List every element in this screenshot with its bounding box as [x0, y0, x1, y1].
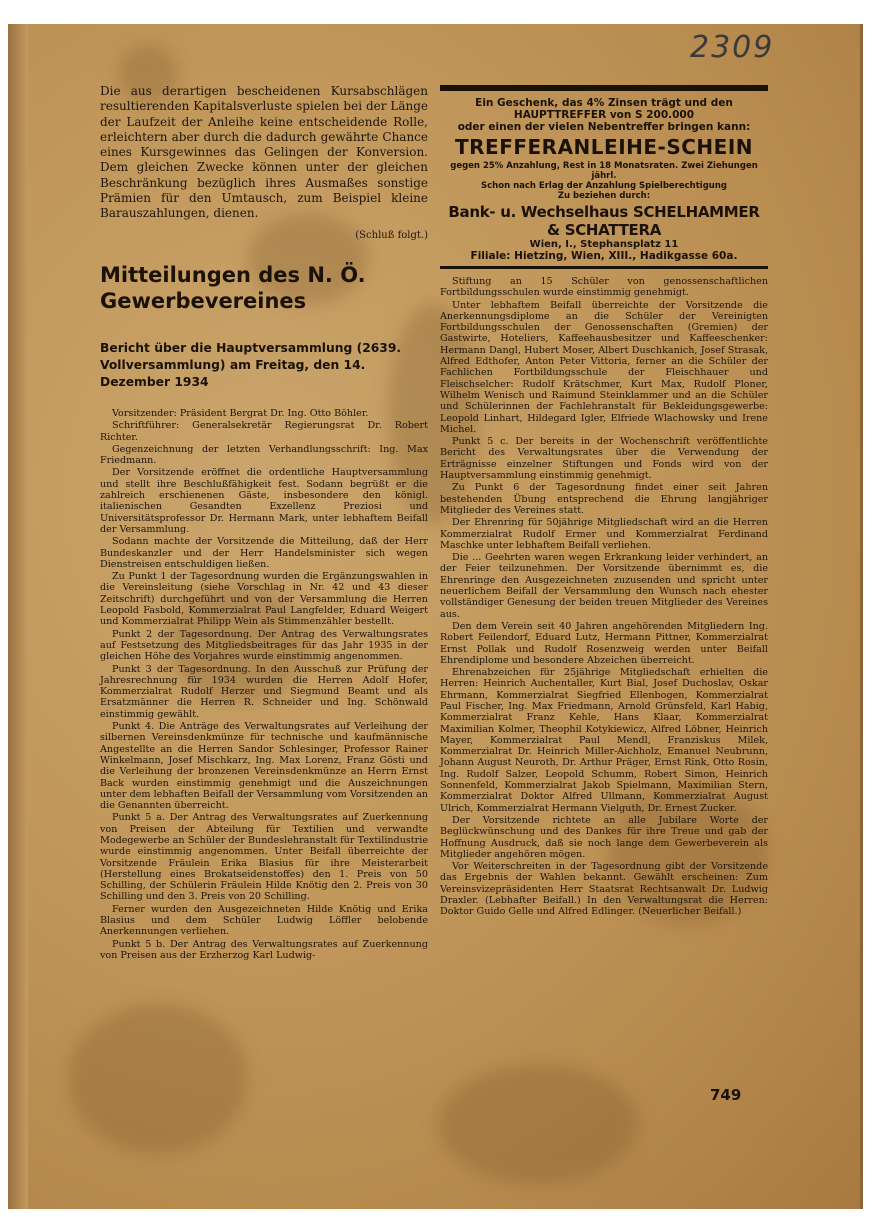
paragraph: Sodann machte der Vorsitzende die Mitteilung, daß der Herr Bundeskanzler und der Herr Handelsminister sich wegen Dienstreisen entschuldigen ließen. — [100, 536, 428, 570]
paragraph: Punkt 2 der Tagesordnung. Der Antrag des Verwaltungsrates auf Festsetzung des Mitgliedsbeitrages für das Jahr 1935 in der gleichen Höhe des Vorjahres wurde einstimmig angenommen. — [100, 628, 428, 663]
paragraph: Zu Punkt 1 der Tagesordnung wurden die Ergänzungswahlen in die Vereinsleitung (siehe Vorschlag in Nr. 42 und 43 dieser Zeitschrift) durchgeführt und von der Versammlung die Herren Leopold Fasbold, Kommerzialrat Paul Langfelder, Eduard Weigert und Kommerzialrat Philipp Wein als Stimmenzähler bestellt. — [100, 571, 428, 628]
paragraph: Gegenzeichnung der letzten Verhandlungsschrift: Ing. Max Friedmann. — [100, 443, 428, 467]
continuation-note: (Schluß folgt.) — [355, 229, 428, 241]
ad-bank: Bank- u. Wechselhaus SCHELHAMMER & SCHATTERA — [448, 203, 760, 239]
intro-text: Die aus derartigen bescheidenen Kursabschlägen resultierenden Kapitalsverluste spielen bei der Länge der Laufzeit der Anleihe keine entscheidende Rolle, erleichtern aber durch die dadurch gewährte Chance eines Kursgewinnes das Gelingen der Konversion. Dem gleichen Zwecke können unter der gleichen Beschränkung bezüglich ihres Ausmaßes sonstige Prämien für den Umtausch, zum Beispiel kleine Barauszahlungen, dienen. — [100, 84, 428, 221]
paragraph: Schriftführer: Generalsekretär Regierungsrat Dr. Robert Richter. — [100, 420, 428, 443]
ad-address: Wien, I., Stephansplatz 11 — [529, 239, 679, 250]
right-column — [440, 276, 768, 919]
paragraph: Vorsitzender: Präsident Bergrat Dr. Ing. Otto Böhler. — [112, 408, 369, 419]
page-number: 749 — [710, 1086, 742, 1104]
paragraph: Ehrenabzeichen für 25jährige Mitgliedschaft erhielten die Herren: Heinrich Auchentaller, Kurt Bial, Josef Duchoslav, Oskar Ehrmann, Kommerzialrat Siegfried Ellenbogen, Kommerzialrat Paul Fischer, Ing. Max Friedmann, Arnold Grünsfeld, Karl Habig, Kommerzialrat Franz Kehle, Hans Klaar, Kommerzialrat Maximilian Kolmer, Theophil Kotykiewicz, Alfred Löbner, Heinrich Mayer, Kommerzialrat Paul Mendl, Franziskus Milek, Kommerzialrat Dr. Heinrich Miller-Aichholz, Emanuel Neubrunn, Johann August Neuroth, Dr. Arthur Präger, Ernst Rink, Otto Rosin, Ing. Rudolf Salzer, Leopold Schumm, Robert Simon, Heinrich Sonnenfeld, Kommerzialrat Jakob Spielmann, Maximilian Stern, Kommerzialrat Doktor Alfred Ullmann, Kommerzialrat August Ulrich, Kommerzialrat Hermann Vielguth, Dr. Ernest Zucker. — [440, 667, 768, 814]
paragraph: Unter lebhaftem Beifall überreichte der Vorsitzende die Anerkennungsdiplome an die Schüler der Vereinigten Fortbildungsschulen der Genossenschaften (Gremien) der Gastwirte, Hoteliers, Kaffeehausbesitzer und Kaffeeschenker: Hermann Dangl, Hubert Moser, Albert Duschkanich, Josef Strasak, Alfred Edthofer, Anton Peter Vittoria, ferner an die Schüler der Fachlichen Fortbildungsschule der Fleischhauer und Fleischselcher: Rudolf Krätschmer, Kurt Max, Rudolf Ploner, Wilhelm Wenisch und Raimund Steinklammer und an die Schüler und Schülerinnen der Fachlehranstalt für Bekleidungsgewerbe: Leopold Linhart, Hildegard Igler, Elfriede Wlachowsky und Irene Michel. — [440, 299, 768, 435]
paragraph: Der Vorsitzende richtete an alle Jubilare Worte der Beglückwünschung und des Dankes für ihre Treue und gab der Hoffnung Ausdruck, daß sie noch lange dem Gewerbeverein als Mitglieder angehören mögen. — [440, 814, 768, 860]
binding-edge — [8, 24, 28, 1209]
paragraph: Der Vorsitzende eröffnet die ordentliche Hauptversammlung und stellt ihre Beschlußfähigkeit fest. Sodann begrüßt er die zahlreich erschienenen Gäste, insbesondere den königl. italienischen Gesandten Exzellenz Preziosi und Universitätsprofessor Dr. Hermann Mark, unter lebhaftem Beifall der Versammlung. — [100, 467, 428, 535]
paragraph: Den dem Verein seit 40 Jahren angehörenden Mitgliedern Ing. Robert Feilendorf, Eduard Lutz, Hermann Pittner, Kommerzialrat Ernst Pollak und Rudolf Rosenzweig werden unter Beifall Ehrendiplome und besondere Abzeichen überreicht. — [440, 620, 768, 666]
handwritten-number: 2309 — [690, 30, 775, 65]
intro-paragraph — [100, 84, 428, 243]
section-title: Mitteilungen des N. Ö. Gewerbevereines — [100, 263, 366, 313]
report-title: Bericht über die Hauptversammlung (2639. Vollversammlung) am Freitag, den 14. Dezember 1934 — [100, 341, 402, 389]
paragraph: Punkt 5 c. Der bereits in der Wochenschrift veröffentlichte Bericht des Verwaltungsrates über die Verwendung der Erträgnisse einzelner Stiftungen und Fonds wird von der Hauptversammlung einstimmig genehmigt. — [440, 436, 768, 482]
paragraph: Ferner wurden den Ausgezeichneten Hilde Knötig und Erika Blasius und dem Schüler Ludwig Löffler belobende Anerkennungen verliehen. — [100, 903, 428, 938]
paragraph: Punkt 5 a. Der Antrag des Verwaltungsrates auf Zuerkennung von Preisen der Abteilung für Textilien und verwandte Modegewerbe an Schüler der Bundeslehranstalt für Textilindustrie wurde einstimmig angenommen. Unter Beifall überreichte der Vorsitzende Fräulein Erika Blasius für ihre Meisterarbeit (Herstellung eines Brokatseidenstoffes) den 1. Preis von 50 Schilling, der Schülerin Fräulein Hilde Knötig den 2. Preis von 30 Schilling und den 3. Preis von 20 Schilling. — [100, 812, 428, 903]
left-column — [100, 408, 428, 962]
paragraph: Punkt 4. Die Anträge des Verwaltungsrates auf Verleihung der silbernen Vereinsdenkmünze für technische und kaufmännische Angestellte an die Herren Sandor Schlesinger, Professor Rainer Winkelmann, Josef Mischkarz, Ing. Max Lorenz, Franz Gösti und die Verleihung der bronzenen Vereinsdenkmünze an Herrn Ernst Back wurden einstimmig genehmigt und die Auszeichnungen unter dem lebhaften Beifall der Versammlung vom Vorsitzenden an die Genannten überreicht. — [100, 721, 428, 812]
ad-terms-2: Schon nach Erlag der Anzahlung Spielberechtigung — [481, 181, 727, 191]
paragraph: Die ... Geehrten waren wegen Erkrankung leider verhindert, an der Feier teilzunehmen. Der Vorsitzende übernimmt es, die Ehrenringe den Ausgezeichneten zuzusenden und spricht unter neuerlichem Beifall der Versammlung den Wunsch nach ehester vollständiger Genesung der beiden treuen Mitglieder des Vereines aus. — [440, 552, 768, 620]
ad-title: TREFFERANLEIHE-SCHEIN — [454, 135, 754, 159]
paragraph: Stiftung an 15 Schüler von genossenschaftlichen Fortbildungsschulen wurde einstimmig genehmigt. — [440, 276, 768, 299]
paragraph: Punkt 5 b. Der Antrag des Verwaltungsrates auf Zuerkennung von Preisen aus der Erzherzog Karl Ludwig- — [100, 938, 428, 961]
ad-terms-1: gegen 25% Anzahlung, Rest in 18 Monatsraten. Zwei Ziehungen jährl. — [450, 161, 758, 181]
ad-line-2: HAUPTTREFFER von S 200.000 — [513, 109, 695, 121]
ad-from: Zu beziehen durch: — [557, 191, 651, 201]
ad-line-1: Ein Geschenk, das 4% Zinsen trägt und den — [475, 97, 733, 109]
ad-line-3: oder einen der vielen Nebentreffer bringen kann: — [457, 121, 751, 133]
paragraph: Zu Punkt 6 der Tagesordnung findet einer seit Jahren bestehenden Übung entsprechend die Ehrung langjähriger Mitglieder des Vereines statt. — [440, 482, 768, 516]
advertisement — [440, 85, 768, 269]
paragraph: Vor Weiterschreiten in der Tagesordnung gibt der Vorsitzende das Ergebnis der Wahlen bekannt. Gewählt erscheinen: Zum Vereinsvizepräsidenten Herr Staatsrat Rechtsanwalt Dr. Ludwig Draxler. (Lebhafter Beifall.) In den Verwaltungsrat die Herren: Doktor Guido Gelle und Alfred Edlinger. (Neuerlicher Beifall.) — [440, 861, 768, 918]
ad-branch: Filiale: Hietzing, Wien, XIII., Hadikgasse 60a. — [470, 250, 738, 262]
paragraph: Der Ehrenring für 50jährige Mitgliedschaft wird an die Herren Kommerzialrat Rudolf Ermer und Kommerzialrat Ferdinand Maschke unter lebhaftem Beifall verliehen. — [440, 517, 768, 551]
paragraph: Punkt 3 der Tagesordnung. In den Ausschuß zur Prüfung der Jahresrechnung für 1934 wurden die Herren Adolf Hofer, Kommerzialrat Rudolf Herzer und Siegmund Beamt und als Ersatzmänner die Herren R. Schneider und Ing. Schönwald einstimmig gewählt. — [100, 663, 428, 720]
